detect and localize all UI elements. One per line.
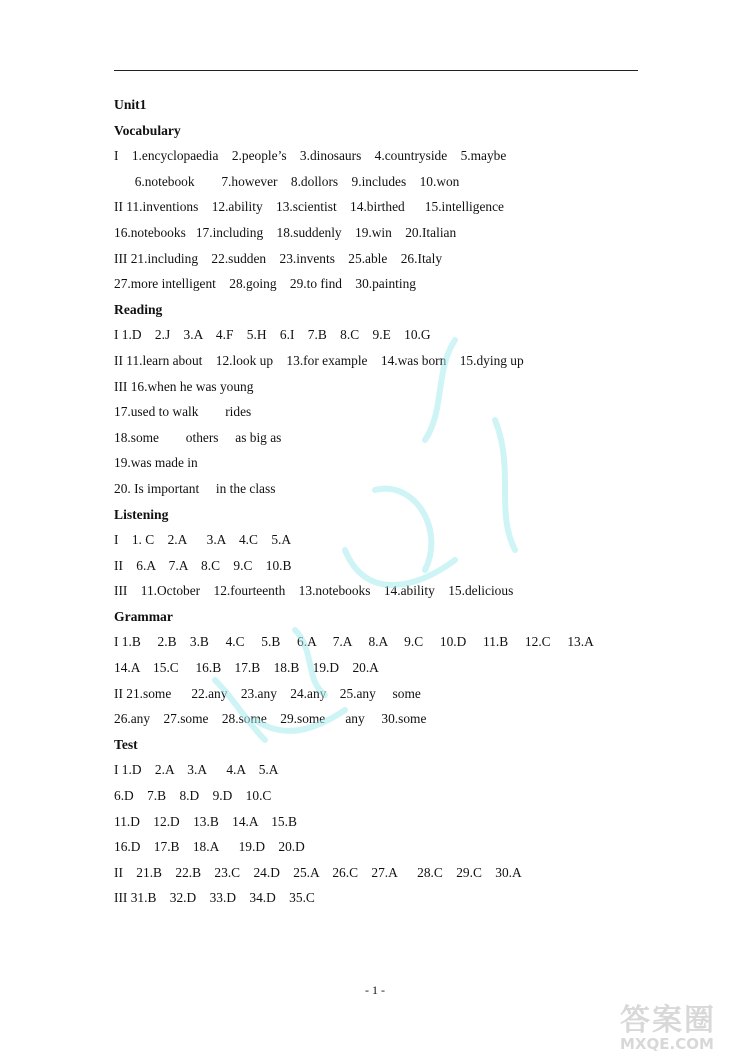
watermark-url: MXQE.COM: [620, 1035, 714, 1053]
site-watermark: [620, 995, 716, 1053]
test-line: 6.D 7.B 8.D 9.D 10.C: [114, 788, 272, 804]
vocabulary-line: I 1.encyclopaedia 2.people’s 3.dinosaurs 4.countryside 5.maybe: [114, 148, 507, 164]
watermark-logo-chars: 答案圈: [620, 1003, 716, 1038]
grammar-line: 14.A 15.C 16.B 17.B 18.B 19.D 20.A: [114, 660, 379, 676]
vocabulary-line: II 11.inventions 12.ability 13.scientist 14.birthed 15.intelligence: [114, 199, 505, 215]
section-heading-grammar: Grammar: [114, 608, 173, 624]
grammar-line: I 1.B 2.B 3.B 4.C 5.B 6.A 7.A 8.A 9.C 10.D 11.B 12.C 13.A: [114, 634, 594, 650]
reading-line: 17.used to walk rides: [114, 404, 252, 420]
top-rule: [114, 70, 638, 71]
reading-line: 18.some others as big as: [114, 429, 282, 445]
test-line: I 1.D 2.A 3.A 4.A 5.A: [114, 762, 279, 778]
faint-watermark-graphic: [195, 300, 535, 760]
section-heading-vocabulary: Vocabulary: [114, 122, 181, 138]
test-line: 11.D 12.D 13.B 14.A 15.B: [114, 813, 297, 829]
unit-title: Unit1: [114, 97, 147, 112]
reading-line: III 16.when he was young: [114, 378, 254, 394]
grammar-line: II 21.some 22.any 23.any 24.any 25.any some: [114, 685, 421, 701]
page-number: - 1 -: [365, 983, 385, 997]
reading-line: 19.was made in: [114, 455, 198, 471]
section-heading-listening: Listening: [114, 506, 169, 522]
vocabulary-line: III 21.including 22.sudden 23.invents 25.able 26.Italy: [114, 250, 443, 266]
reading-line: II 11.learn about 12.look up 13.for example 14.was born 15.dying up: [114, 352, 524, 368]
vocabulary-line: 27.more intelligent 28.going 29.to find 30.painting: [114, 276, 417, 292]
vocabulary-line: 6.notebook 7.however 8.dollors 9.includes 10.won: [128, 173, 460, 189]
reading-line: I 1.D 2.J 3.A 4.F 5.H 6.I 7.B 8.C 9.E 10.G: [114, 327, 431, 343]
section-heading-reading: Reading: [114, 301, 163, 317]
listening-line: II 6.A 7.A 8.C 9.C 10.B: [114, 557, 292, 573]
reading-line: 20. Is important in the class: [114, 480, 276, 496]
test-line: II 21.B 22.B 23.C 24.D 25.A 26.C 27.A 28.C 29.C 30.A: [114, 864, 522, 880]
vocabulary-line: 16.notebooks 17.including 18.suddenly 19.win 20.Italian: [114, 224, 457, 240]
section-heading-test: Test: [114, 736, 138, 752]
listening-line: III 11.October 12.fourteenth 13.notebooks 14.ability 15.delicious: [114, 583, 514, 599]
test-line: III 31.B 32.D 33.D 34.D 35.C: [114, 890, 315, 906]
test-line: 16.D 17.B 18.A 19.D 20.D: [114, 839, 305, 855]
grammar-line: 26.any 27.some 28.some 29.some any 30.some: [114, 711, 427, 727]
listening-line: I 1. C 2.A 3.A 4.C 5.A: [114, 532, 292, 548]
